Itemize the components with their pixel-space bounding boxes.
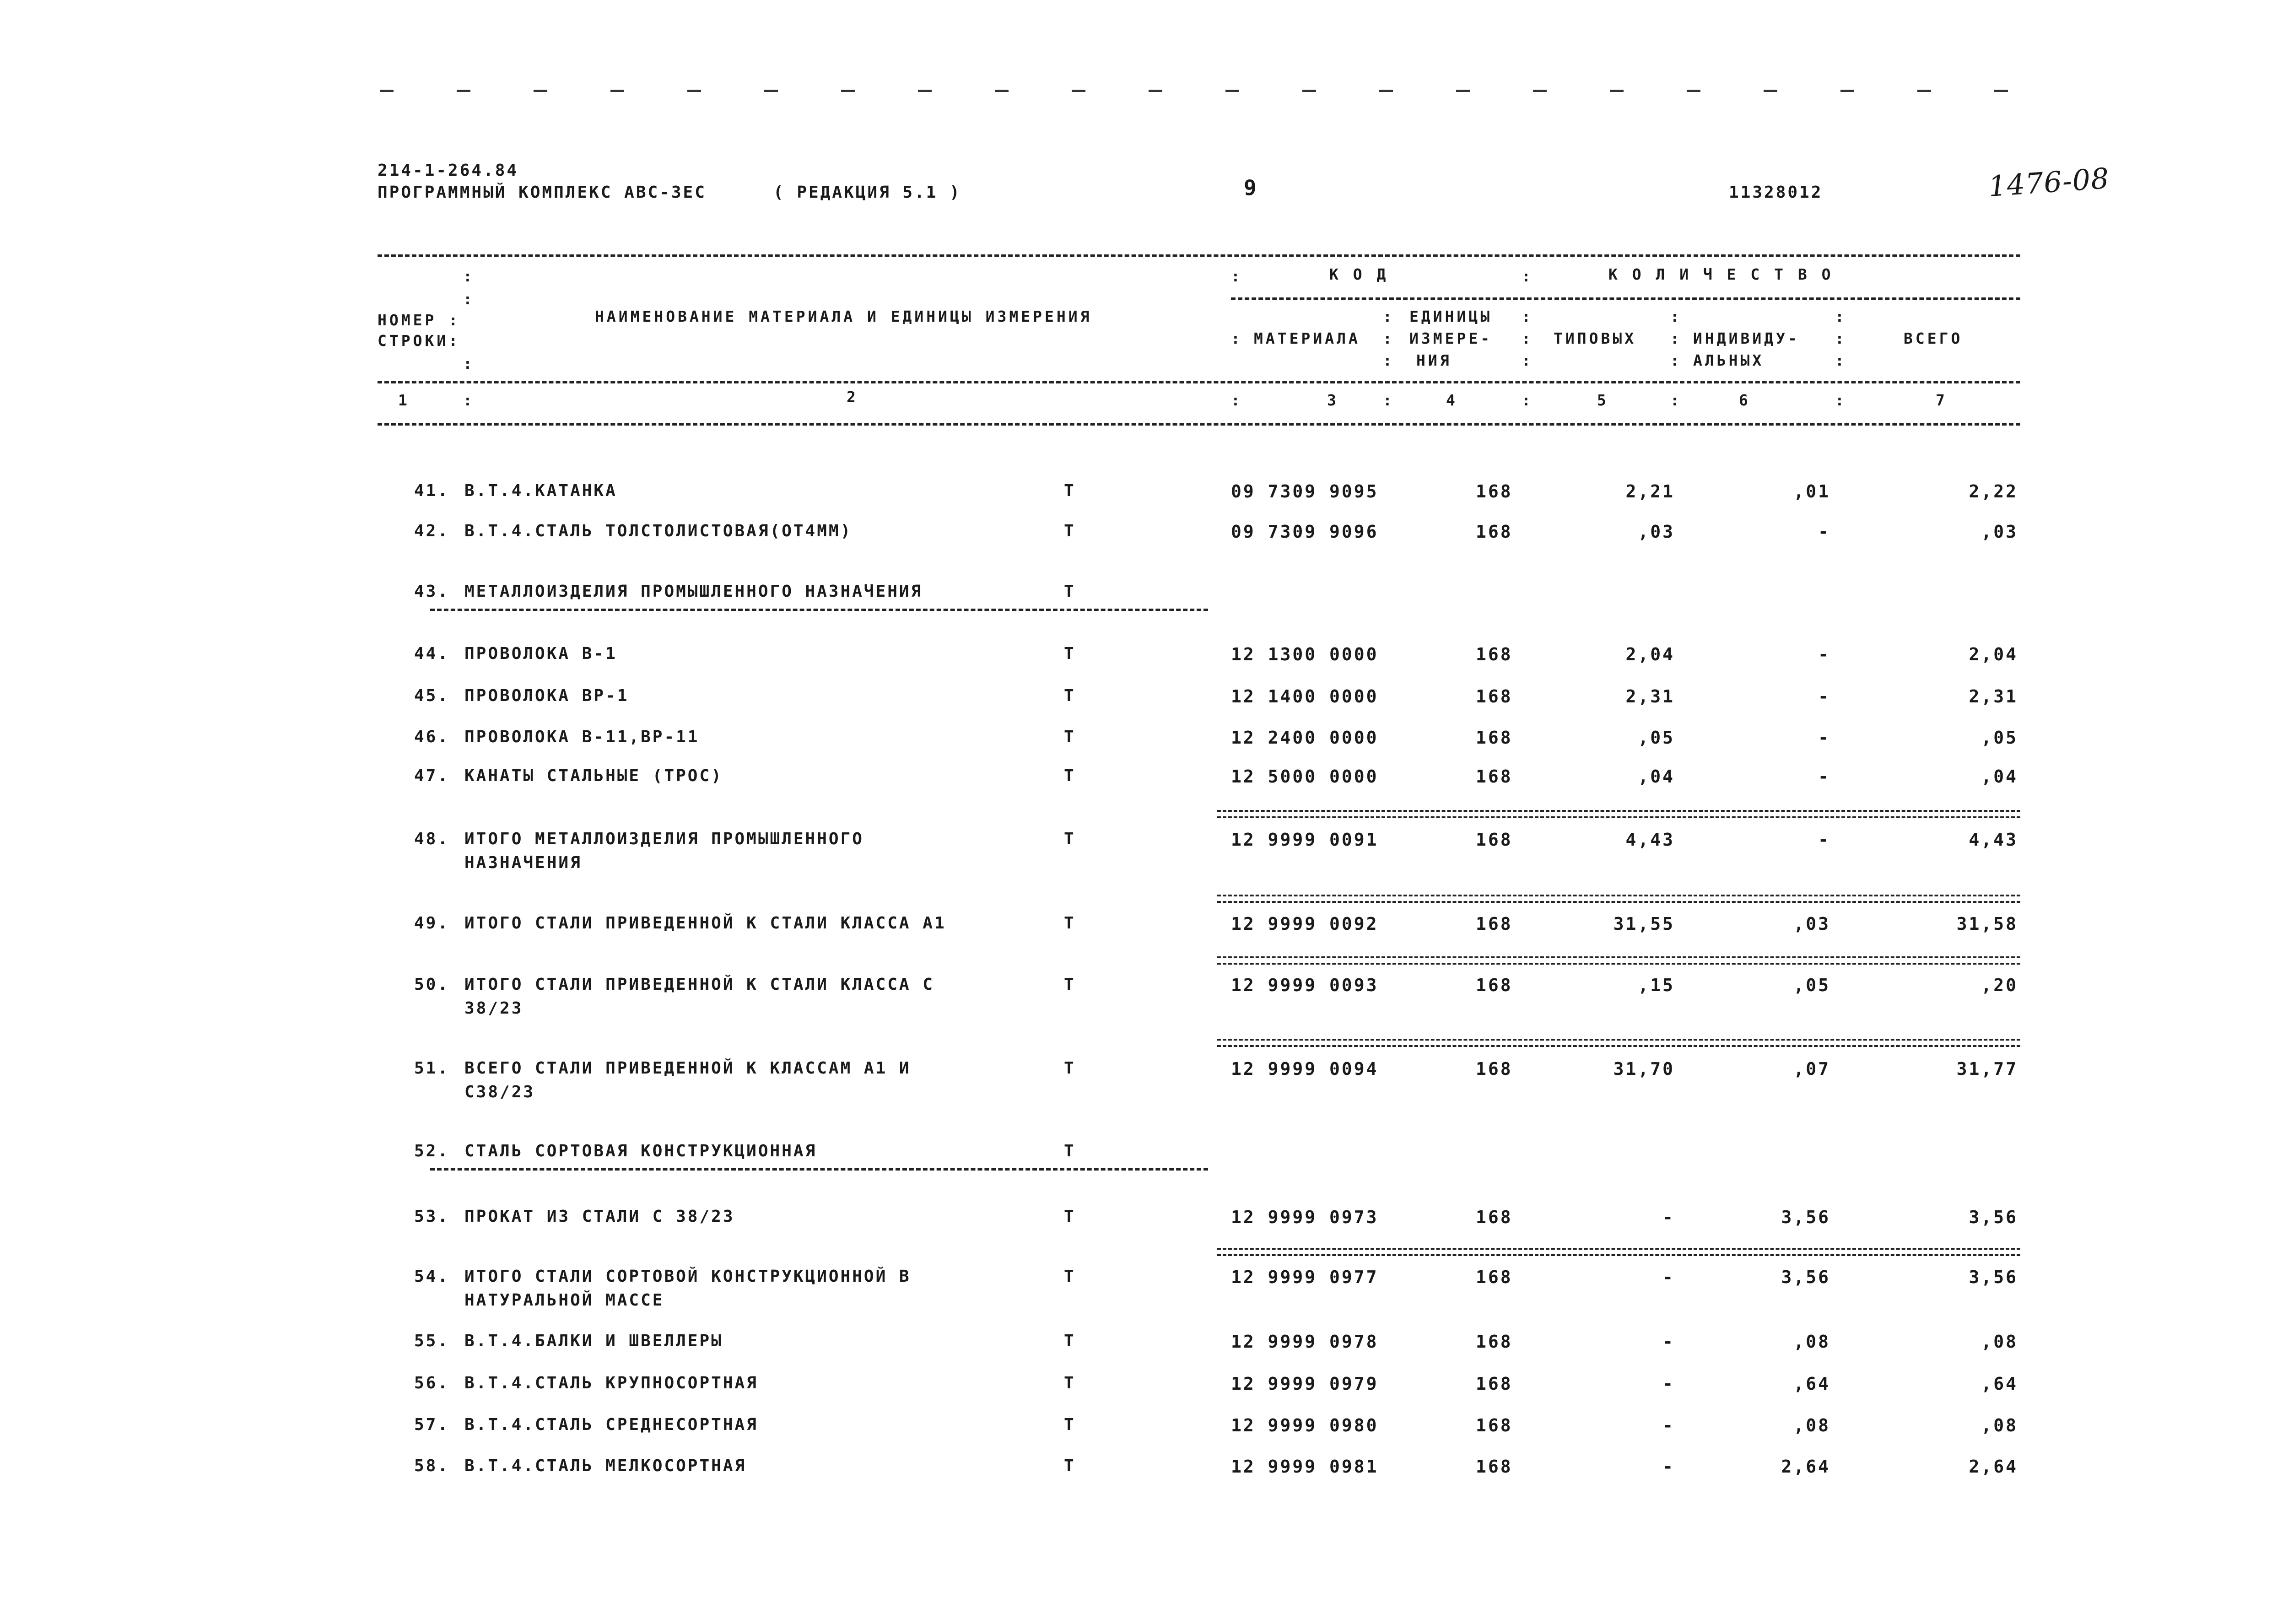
- col-sep: :: [1231, 391, 1243, 409]
- col-individual-header-2: АЛЬНЫХ: [1693, 351, 1765, 369]
- col-unit-header-2: ИЗМЕРЕ-: [1409, 329, 1493, 347]
- row-number: 56.: [414, 1374, 450, 1392]
- row-qty-typical: -: [1662, 1267, 1675, 1287]
- row-unit-symbol: Т: [1064, 522, 1076, 540]
- row-qty-typical: ,05: [1638, 728, 1675, 748]
- row-name: ПРОКАТ ИЗ СТАЛИ С 38/23: [464, 1207, 735, 1226]
- col-sep: :: [463, 391, 475, 409]
- row-name: В.Т.4.СТАЛЬ МЕЛКОСОРТНАЯ: [464, 1457, 747, 1475]
- row-qty-total: 3,56: [1969, 1207, 2018, 1227]
- row-name: ПРОВОЛОКА ВР-1: [464, 686, 629, 705]
- col-sep: :: [1522, 391, 1533, 409]
- handwritten-number: 1476-08: [1987, 161, 2110, 204]
- perforation-dash: [610, 90, 624, 92]
- row-qty-individual: ,05: [1793, 975, 1830, 995]
- row-name: В.Т.4.БАЛКИ И ШВЕЛЛЕРЫ: [464, 1332, 723, 1350]
- row-qty-individual: ,01: [1793, 481, 1830, 502]
- col-sep: :: [1835, 329, 1847, 347]
- row-material-code: 12 9999 0094: [1231, 1059, 1379, 1079]
- col-sep: :: [1522, 267, 1533, 285]
- row-unit-symbol: Т: [1064, 830, 1076, 848]
- row-qty-total: 2,22: [1969, 481, 2018, 502]
- col-number-3: 3: [1327, 391, 1339, 409]
- row-qty-total: ,08: [1981, 1415, 2018, 1435]
- row-unit-code: 168: [1476, 1267, 1513, 1287]
- row-unit-code: 168: [1476, 1457, 1513, 1477]
- row-qty-total: ,20: [1981, 975, 2018, 995]
- col-number-2: 2: [847, 388, 858, 406]
- row-qty-total: 2,64: [1969, 1457, 2018, 1477]
- row-material-code: 12 9999 0973: [1231, 1207, 1379, 1227]
- perforation-dash: [1840, 90, 1854, 92]
- row-number: 49.: [414, 914, 450, 933]
- row-qty-total: 2,04: [1969, 644, 2018, 664]
- row-qty-typical: 31,70: [1613, 1059, 1675, 1079]
- col-sep: :: [1383, 391, 1395, 409]
- header-rule-bottom: [378, 381, 2020, 383]
- col-name-header: НАИМЕНОВАНИЕ МАТЕРИАЛА И ЕДИНИЦЫ ИЗМЕРЕНИЯ: [595, 308, 1092, 325]
- col-row-no-header-2: СТРОКИ:: [378, 332, 461, 350]
- col-unit-header-3: НИЯ: [1416, 351, 1452, 369]
- col-sep: :: [1835, 308, 1847, 325]
- row-unit-symbol: Т: [1064, 644, 1076, 663]
- row-name: ПРОВОЛОКА В-11,ВР-11: [464, 728, 700, 746]
- row-unit-code: 168: [1476, 1207, 1513, 1227]
- row-unit-code: 168: [1476, 1415, 1513, 1435]
- row-name: В.Т.4.КАТАНКА: [464, 481, 617, 500]
- col-sep: :: [1522, 308, 1533, 325]
- row-unit-code: 168: [1476, 686, 1513, 707]
- row-qty-total: 4,43: [1969, 830, 2018, 850]
- row-qty-typical: ,15: [1638, 975, 1675, 995]
- row-unit-code: 168: [1476, 766, 1513, 787]
- row-number: 41.: [414, 481, 450, 500]
- row-qty-total: 2,31: [1969, 686, 2018, 707]
- row-number: 48.: [414, 830, 450, 848]
- col-total-header: ВСЕГО: [1904, 329, 1963, 347]
- row-qty-individual: ,64: [1793, 1374, 1830, 1394]
- edition: ( РЕДАКЦИЯ 5.1 ): [773, 183, 961, 202]
- col-number-6: 6: [1739, 391, 1751, 409]
- row-qty-total: ,04: [1981, 766, 2018, 787]
- perforation-dash: [1994, 90, 2008, 92]
- col-sep: :: [463, 290, 475, 308]
- row-name: НАТУРАЛЬНОЙ МАССЕ: [464, 1291, 664, 1310]
- row-qty-individual: -: [1818, 522, 1830, 542]
- row-qty-individual: -: [1818, 830, 1830, 850]
- row-material-code: 09 7309 9095: [1231, 481, 1379, 502]
- row-material-code: 12 9999 0980: [1231, 1415, 1379, 1435]
- row-unit-symbol: Т: [1064, 1415, 1076, 1434]
- row-unit-code: 168: [1476, 1059, 1513, 1079]
- row-material-code: 09 7309 9096: [1231, 522, 1379, 542]
- col-sep: :: [1670, 351, 1682, 369]
- perforation-dash: [380, 90, 394, 92]
- row-qty-typical: ,04: [1638, 766, 1675, 787]
- col-number-7: 7: [1936, 391, 1948, 409]
- row-unit-code: 168: [1476, 1332, 1513, 1352]
- document-code: 11328012: [1729, 183, 1823, 202]
- row-unit-symbol: Т: [1064, 481, 1076, 500]
- row-qty-individual: 3,56: [1781, 1207, 1830, 1227]
- col-unit-header-1: ЕДИНИЦЫ: [1409, 308, 1493, 325]
- col-individual-header-1: ИНДИВИДУ-: [1693, 329, 1800, 347]
- col-typical-header: ТИПОВЫХ: [1554, 329, 1637, 347]
- row-unit-code: 168: [1476, 1374, 1513, 1394]
- row-number: 44.: [414, 644, 450, 663]
- row-qty-typical: 2,31: [1625, 686, 1675, 707]
- row-unit-symbol: Т: [1064, 1267, 1076, 1286]
- col-sep: :: [463, 355, 475, 372]
- totals-separator: [1217, 810, 2020, 818]
- row-unit-symbol: Т: [1064, 1374, 1076, 1392]
- row-name: 38/23: [464, 999, 523, 1018]
- row-qty-typical: -: [1662, 1332, 1675, 1352]
- row-qty-typical: -: [1662, 1457, 1675, 1477]
- row-name: ИТОГО СТАЛИ СОРТОВОЙ КОНСТРУКЦИОННОЙ В: [464, 1267, 911, 1286]
- row-number: 58.: [414, 1457, 450, 1475]
- row-qty-typical: -: [1662, 1374, 1675, 1394]
- row-name: ИТОГО МЕТАЛЛОИЗДЕЛИЯ ПРОМЫШЛЕННОГО: [464, 830, 864, 848]
- col-sep: :: [1835, 351, 1847, 369]
- row-material-code: 12 9999 0977: [1231, 1267, 1379, 1287]
- row-number: 53.: [414, 1207, 450, 1226]
- section-underline: [430, 1168, 1208, 1171]
- row-qty-total: ,64: [1981, 1374, 2018, 1394]
- row-name: МЕТАЛЛОИЗДЕЛИЯ ПРОМЫШЛЕННОГО НАЗНАЧЕНИЯ: [464, 582, 923, 601]
- row-qty-typical: 4,43: [1625, 830, 1675, 850]
- row-name: ИТОГО СТАЛИ ПРИВЕДЕННОЙ К СТАЛИ КЛАССА А1: [464, 914, 946, 933]
- perforation-dash: [1687, 90, 1700, 92]
- row-qty-typical: 2,04: [1625, 644, 1675, 664]
- col-material-header: МАТЕРИАЛА: [1254, 329, 1360, 347]
- section-underline: [430, 609, 1208, 611]
- row-qty-individual: -: [1818, 644, 1830, 664]
- row-number: 51.: [414, 1059, 450, 1078]
- row-qty-individual: ,08: [1793, 1332, 1830, 1352]
- row-qty-total: ,03: [1981, 522, 2018, 542]
- row-qty-individual: -: [1818, 766, 1830, 787]
- row-unit-code: 168: [1476, 830, 1513, 850]
- totals-separator: [1217, 956, 2020, 965]
- row-unit-code: 168: [1476, 522, 1513, 542]
- col-row-no-header-1: НОМЕР :: [378, 311, 461, 329]
- col-qty-group-header: К О Л И Ч Е С Т В О: [1608, 265, 1834, 283]
- row-unit-code: 168: [1476, 481, 1513, 502]
- row-unit-code: 168: [1476, 975, 1513, 995]
- perforation-dash: [1225, 90, 1239, 92]
- row-qty-typical: 31,55: [1613, 914, 1675, 934]
- perforation-dash: [687, 90, 701, 92]
- col-number-5: 5: [1597, 391, 1609, 409]
- row-number: 43.: [414, 582, 450, 601]
- row-unit-symbol: Т: [1064, 914, 1076, 933]
- row-unit-symbol: Т: [1064, 728, 1076, 746]
- row-number: 47.: [414, 766, 450, 785]
- perforation-dash: [457, 90, 470, 92]
- row-unit-symbol: Т: [1064, 686, 1076, 705]
- row-material-code: 12 1400 0000: [1231, 686, 1379, 707]
- document-reference: 214-1-264.84: [378, 161, 519, 180]
- perforation-dash: [1764, 90, 1777, 92]
- row-unit-code: 168: [1476, 728, 1513, 748]
- row-qty-total: ,08: [1981, 1332, 2018, 1352]
- perforation-dash: [918, 90, 932, 92]
- col-sep: :: [1670, 329, 1682, 347]
- row-number: 46.: [414, 728, 450, 746]
- row-number: 52.: [414, 1142, 450, 1160]
- col-sep: :: [1383, 351, 1395, 369]
- row-name: ВСЕГО СТАЛИ ПРИВЕДЕННОЙ К КЛАССАМ А1 И: [464, 1059, 911, 1078]
- perforation-dash: [764, 90, 778, 92]
- row-number: 42.: [414, 522, 450, 540]
- perforation-dash: [534, 90, 547, 92]
- row-name: ПРОВОЛОКА В-1: [464, 644, 617, 663]
- row-material-code: 12 9999 0093: [1231, 975, 1379, 995]
- row-material-code: 12 9999 0979: [1231, 1374, 1379, 1394]
- row-name: В.Т.4.СТАЛЬ СРЕДНЕСОРТНАЯ: [464, 1415, 758, 1434]
- row-material-code: 12 9999 0091: [1231, 830, 1379, 850]
- row-name: КАНАТЫ СТАЛЬНЫЕ (ТРОС): [464, 766, 723, 785]
- row-unit-symbol: Т: [1064, 1207, 1076, 1226]
- numbers-rule: [378, 423, 2020, 426]
- row-qty-individual: ,07: [1793, 1059, 1830, 1079]
- row-qty-typical: -: [1662, 1207, 1675, 1227]
- row-unit-symbol: Т: [1064, 766, 1076, 785]
- row-unit-symbol: Т: [1064, 1059, 1076, 1078]
- col-sep: :: [1231, 267, 1243, 285]
- row-qty-individual: ,03: [1793, 914, 1830, 934]
- totals-separator: [1217, 895, 2020, 903]
- row-name: В.Т.4.СТАЛЬ КРУПНОСОРТНАЯ: [464, 1374, 758, 1392]
- program-name: ПРОГРАММНЫЙ КОМПЛЕКС АВС-ЗЕС: [378, 183, 707, 202]
- row-qty-individual: -: [1818, 728, 1830, 748]
- row-name: С38/23: [464, 1083, 535, 1101]
- page-number: 9: [1244, 175, 1258, 200]
- row-unit-code: 168: [1476, 644, 1513, 664]
- perforation-dash: [1379, 90, 1393, 92]
- row-name: В.Т.4.СТАЛЬ ТОЛСТОЛИСТОВАЯ(ОТ4ММ): [464, 522, 853, 540]
- col-sep: :: [1231, 329, 1243, 347]
- row-unit-symbol: Т: [1064, 1332, 1076, 1350]
- col-sep: :: [1670, 391, 1682, 409]
- row-number: 54.: [414, 1267, 450, 1286]
- row-number: 50.: [414, 975, 450, 994]
- perforation-dash: [1302, 90, 1316, 92]
- header-rule-top: [378, 254, 2020, 257]
- row-unit-symbol: Т: [1064, 975, 1076, 994]
- row-qty-individual: ,08: [1793, 1415, 1830, 1435]
- row-qty-individual: 2,64: [1781, 1457, 1830, 1477]
- row-qty-typical: ,03: [1638, 522, 1675, 542]
- perforation-dash: [1610, 90, 1624, 92]
- row-qty-total: 31,77: [1956, 1059, 2018, 1079]
- perforation-dash: [995, 90, 1009, 92]
- row-material-code: 12 9999 0981: [1231, 1457, 1379, 1477]
- col-number-4: 4: [1446, 391, 1458, 409]
- perforation-dash: [1917, 90, 1931, 92]
- col-sep: :: [1522, 351, 1533, 369]
- perforation-dash: [1149, 90, 1162, 92]
- row-material-code: 12 9999 0092: [1231, 914, 1379, 934]
- perforation-dash: [1533, 90, 1547, 92]
- row-name: НАЗНАЧЕНИЯ: [464, 853, 582, 872]
- col-sep: :: [1835, 391, 1847, 409]
- col-sep: :: [1383, 308, 1395, 325]
- row-qty-total: ,05: [1981, 728, 2018, 748]
- col-sep: :: [1383, 329, 1395, 347]
- col-sep: :: [463, 267, 475, 285]
- row-qty-individual: -: [1818, 686, 1830, 707]
- perforation-dash: [1456, 90, 1470, 92]
- row-material-code: 12 1300 0000: [1231, 644, 1379, 664]
- perforation-dash: [1072, 90, 1085, 92]
- row-name: ИТОГО СТАЛИ ПРИВЕДЕННОЙ К СТАЛИ КЛАССА С: [464, 975, 934, 994]
- row-material-code: 12 2400 0000: [1231, 728, 1379, 748]
- col-code-group-header: К О Д: [1329, 265, 1389, 283]
- row-qty-typical: -: [1662, 1415, 1675, 1435]
- col-number-1: 1: [398, 391, 410, 409]
- row-name: СТАЛЬ СОРТОВАЯ КОНСТРУКЦИОННАЯ: [464, 1142, 817, 1160]
- row-material-code: 12 9999 0978: [1231, 1332, 1379, 1352]
- row-number: 55.: [414, 1332, 450, 1350]
- totals-separator: [1217, 1248, 2020, 1256]
- perforation-dash: [841, 90, 855, 92]
- row-qty-total: 3,56: [1969, 1267, 2018, 1287]
- row-unit-symbol: Т: [1064, 1142, 1076, 1160]
- totals-separator: [1217, 1039, 2020, 1047]
- row-qty-total: 31,58: [1956, 914, 2018, 934]
- row-number: 45.: [414, 686, 450, 705]
- col-sep: :: [1670, 308, 1682, 325]
- row-qty-typical: 2,21: [1625, 481, 1675, 502]
- row-number: 57.: [414, 1415, 450, 1434]
- row-material-code: 12 5000 0000: [1231, 766, 1379, 787]
- col-sep: :: [1522, 329, 1533, 347]
- row-unit-symbol: Т: [1064, 1457, 1076, 1475]
- row-unit-code: 168: [1476, 914, 1513, 934]
- header-rule-mid: [1231, 297, 2020, 300]
- row-qty-individual: 3,56: [1781, 1267, 1830, 1287]
- row-unit-symbol: Т: [1064, 582, 1076, 601]
